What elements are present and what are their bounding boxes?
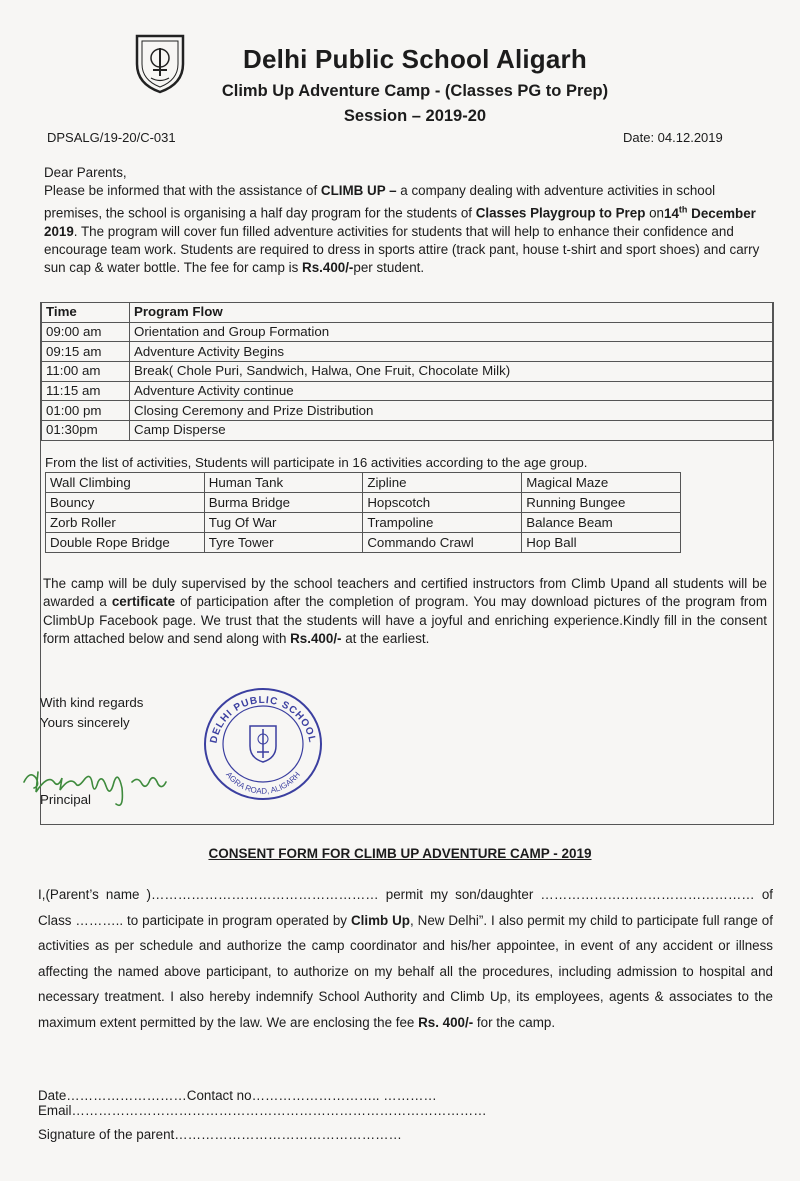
table-row: [42, 381, 773, 401]
stamp-subtext: AGRA ROAD, ALIGARH: [224, 770, 302, 796]
activity-cell: Bouncy: [46, 493, 205, 513]
time-cell: 09:00 am: [42, 322, 130, 342]
fee-amount: Rs.400/-: [302, 260, 354, 276]
activity-cell: Balance Beam: [522, 513, 681, 533]
activity-cell: Running Bungee: [522, 493, 681, 513]
table-row: [42, 322, 773, 342]
table-row: [46, 513, 681, 533]
table-row: [42, 401, 773, 421]
circular-date: Date: 04.12.2019: [623, 130, 723, 145]
parent-signature-line: Signature of the parent……………………………………………: [38, 1127, 402, 1142]
fee-amount: Rs. 400/-: [418, 1014, 474, 1030]
date-contact-email-line: Date………………………Contact no……………………….. …………Email…………………………………………………………………………………: [38, 1088, 487, 1118]
text-run: , New Delhi”. I also permit my child to participate full range of activities as per schedule and authorize the camp coordinator and his/her appointee, in event of any accident or illness affecting the named above participant, to authorize on my behalf all the procedures, including admission to hospital and necessary treatment. I also hereby indemnify School Authority and Climb Up, its employees, agents & associates to the maximum extent permitted by the law. We are enclosing the fee: [38, 912, 773, 1030]
activity-cell: Burma Bridge: [204, 493, 363, 513]
stamp-text: DELHI PUBLIC SCHOOL: [208, 694, 318, 745]
text-run: for the camp.: [473, 1014, 556, 1030]
salutation: Dear Parents,: [44, 165, 127, 180]
time-cell: 09:15 am: [42, 342, 130, 362]
activity-cell: Zorb Roller: [46, 513, 205, 533]
text-run: on: [645, 205, 665, 221]
activity-cell: Wall Climbing: [46, 473, 205, 493]
table-row: [42, 362, 773, 382]
bold-run: CLIMB UP –: [320, 183, 397, 199]
consent-form-title: CONSENT FORM FOR CLIMB UP ADVENTURE CAMP - 2019: [208, 846, 592, 861]
event-date: 14th December 2019: [44, 204, 756, 240]
fee-amount: Rs.400/-: [290, 630, 342, 646]
text-run: Please be informed that with the assistance of: [44, 183, 321, 199]
letter-body: [44, 164, 770, 278]
activity-cell: Trampoline: [363, 513, 522, 533]
activity-cell: Commando Crawl: [363, 533, 522, 553]
text-run: at the earliest.: [341, 630, 430, 646]
table-header-row: [42, 303, 773, 323]
letter-paragraph: [44, 182, 770, 277]
reference-number: DPSALG/19-20/C-031: [47, 130, 176, 145]
activity-cell: Magical Maze: [522, 473, 681, 493]
regards-line: With kind regards: [40, 695, 144, 710]
schedule-table: [41, 302, 773, 441]
session-label: Session – 2019-20: [343, 107, 487, 125]
activity-cell: Human Tank: [204, 473, 363, 493]
table-row: [46, 493, 681, 513]
activities-table: [45, 472, 681, 553]
school-name: Delhi Public School Aligarh: [243, 44, 587, 74]
time-cell: 11:00 am: [42, 362, 130, 382]
table-row: [42, 342, 773, 362]
program-cell: Orientation and Group Formation: [130, 322, 773, 342]
table-row: [46, 473, 681, 493]
text-run: of participation after the completion of program. You may download pictures of the program from ClimbUp Facebook page. We trust that the students will have a joyful and enriching experience.Kindly fill in the consent form attached below and send along with: [43, 594, 767, 646]
activity-cell: Double Rope Bridge: [46, 533, 205, 553]
principal-label: Principal: [40, 792, 91, 807]
consent-form-body: [38, 882, 773, 1035]
time-cell: 01:30pm: [42, 421, 130, 441]
header-program-flow: Program Flow: [130, 303, 773, 323]
program-cell: Closing Ceremony and Prize Distribution: [130, 401, 773, 421]
activities-intro: From the list of activities, Students will participate in 16 activities according to the age group.: [45, 455, 588, 470]
text-run: a company dealing with adventure activities in school premises, the school is organising a half day program for the students of: [44, 183, 716, 221]
program-cell: Break( Chole Puri, Sandwich, Halwa, One Fruit, Chocolate Milk): [130, 362, 773, 382]
bold-run: Classes Playgroup to Prep: [475, 205, 646, 221]
text-run: . The program will cover fun filled adventure activities for students that will help to enhance their confidence and encourage team work. Students are required to dress in sports attire (track pant, house t-shirt and sport shoes) and carry sun cap & water bottle. The fee for camp is: [44, 224, 760, 276]
activity-cell: Zipline: [363, 473, 522, 493]
text-run: The camp will be duly supervised by the school teachers and certified instructors from Climb Upand all students will be awarded a: [43, 576, 767, 610]
header-time: Time: [42, 303, 130, 323]
regards-block: [40, 693, 143, 732]
activity-cell: Hopscotch: [363, 493, 522, 513]
text-run: I,(Parent’s name )…………………………………………… permit my son/daughter ………………………………………… of Class ……….. to participate in program operated by: [38, 887, 773, 928]
table-row: [42, 421, 773, 441]
camp-title: Climb Up Adventure Camp - (Classes PG to Prep): [221, 82, 609, 100]
program-cell: Adventure Activity continue: [130, 381, 773, 401]
regards-line: Yours sincerely: [40, 714, 130, 730]
activity-cell: Tyre Tower: [204, 533, 363, 553]
principal-signature: [14, 752, 174, 812]
activity-cell: Tug Of War: [204, 513, 363, 533]
bold-run: Climb Up: [350, 912, 410, 928]
program-cell: Camp Disperse: [130, 421, 773, 441]
bold-run: certificate: [111, 594, 176, 610]
closing-paragraph: [43, 575, 767, 648]
school-stamp: [198, 682, 328, 802]
text-run: per student.: [353, 260, 425, 276]
time-cell: 11:15 am: [42, 381, 130, 401]
table-row: [46, 533, 681, 553]
activity-cell: Hop Ball: [522, 533, 681, 553]
time-cell: 01:00 pm: [42, 401, 130, 421]
program-cell: Adventure Activity Begins: [130, 342, 773, 362]
